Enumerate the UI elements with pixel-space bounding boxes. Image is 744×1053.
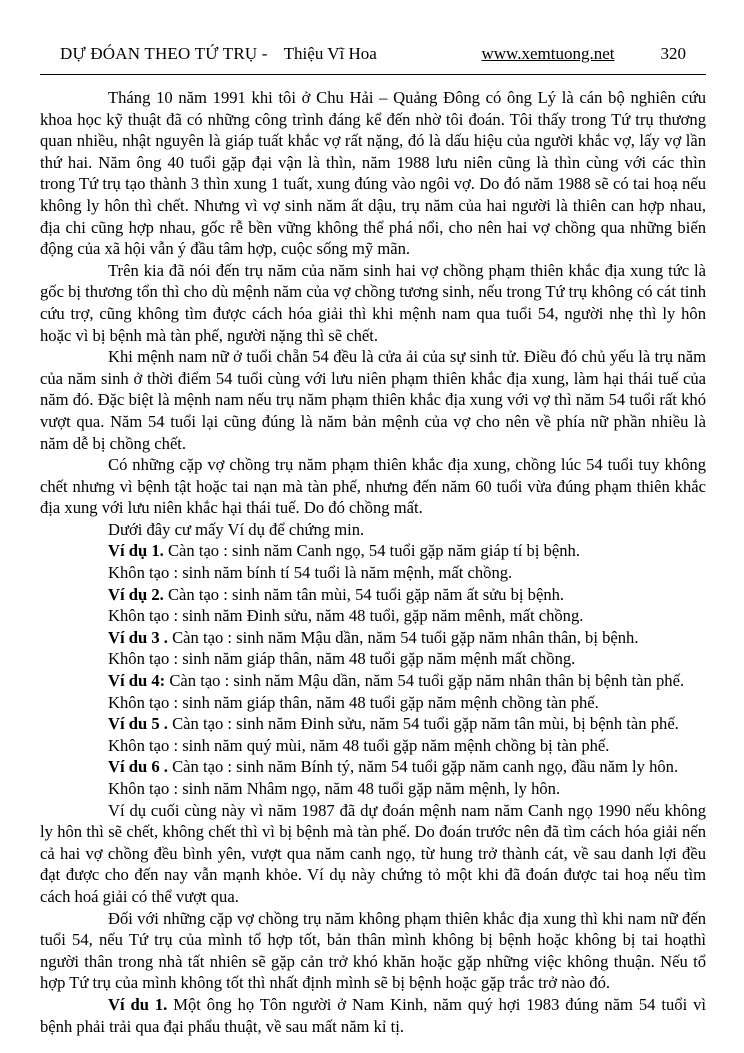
example-paragraph: Ví dụ 2. Càn tạo : sinh năm tân mùi, 54 tuổi gặp năm ất sửu bị bệnh. [108, 584, 565, 604]
paragraph: Khôn tạo : sinh năm Nhâm ngọ, năm 48 tuổi gặp năm mệnh, ly hôn. [108, 779, 561, 798]
content [40, 87, 706, 1037]
header-divider [40, 74, 706, 75]
paragraph: Khôn tạo : sinh năm giáp thân, năm 48 tuổi gặp năm mệnh mất chồng. [108, 649, 576, 669]
example-paragraph: Ví du 5 . Càn tạo : sinh năm Đinh sửu, năm 54 tuổi gặp năm tân mùi, bị bệnh tàn phế. [108, 714, 679, 734]
page-number: 320 [660, 44, 686, 63]
paragraph: Khôn tạo : sinh năm Đinh sửu, năm 48 tuổi, gặp năm mênh, mất chồng. [108, 606, 584, 626]
example-paragraph: Ví du 6 . Càn tạo : sinh năm Bính tý, năm 54 tuổi gặp năm canh ngọ, đầu năm ly hôn. [108, 757, 679, 777]
example-label: Ví dụ 1. [108, 541, 168, 561]
example-paragraph: Ví dụ 1. Càn tạo : sinh năm Canh ngọ, 54 tuổi gặp năm giáp tí bị bệnh. [108, 541, 580, 561]
example-paragraph: Ví du 1. Một ông họ Tôn người ở Nam Kinh, năm quý hợi 1983 đúng năm 54 tuổi vì bệnh phải trải qua đại phẩu thuật, về sau mất năm kỉ tị. [40, 994, 706, 1036]
paragraph: Trên kia đã nói đến trụ năm của năm sinh hai vợ chồng phạm thiên khắc địa xung tức là gốc bị thương tổn thì cho dù mệnh năm của vợ chồng tương sinh, nếu trong Tứ trụ không có cát tinh cứu trợ, cũng không tìm được cách hóa giải thì khi mệnh nam qua tuổi 54, người nhẹ thì ly hôn hoặc vì bị bệnh mà tàn phế, người nặng thì sẽ chết. [40, 260, 706, 345]
paragraph: Ví dụ cuối cùng này vì năm 1987 đã dự đoán mệnh nam năm Canh ngọ 1990 nếu không ly hôn thì sẽ chết, không chết thì vì bị bệnh mà tàn phế. Do đoán trước nên đã tìm cách hóa giải nến cả hai vợ chồng đều bình yên, vượt qua năm canh ngọ, từ hung trở thành cát, về sau danh lợi đều đạt được cho đến nay vẫn mạnh khỏe. Ví dụ này chứng tỏ một khi đã đoán được tai hoạ nếu tìm cách hoá giải có thể vượt qua. [40, 800, 706, 906]
example-label: Ví du 4: [108, 671, 170, 691]
example-label: Ví du 3 . [108, 627, 173, 647]
example-label: Ví du 1. [108, 994, 174, 1014]
book-title: DỰ ĐÓAN THEO TỨ TRỤ - [60, 44, 268, 63]
author-name: Thiệu Vĩ Hoa [283, 44, 377, 63]
paragraph: Có những cặp vợ chồng trụ năm phạm thiên khắc địa xung, chồng lúc 54 tuổi tuy không chết nhưng vì bệnh tật hoặc tai nạn mà tàn phế, nhưng đến năm 60 tuổi vừa đúng phạm thiên khắc địa xung với lưu niên khắc hại thái tuế. Do đó chồng mất. [40, 455, 706, 518]
page-header [0, 0, 744, 74]
paragraph: Dưới đây cư mấy Ví dụ để chứng min. [108, 519, 365, 539]
paragraph: Khôn tạo : sinh năm quý mùi, năm 48 tuổi gặp năm mệnh chồng bị tàn phế. [108, 735, 610, 755]
example-label: Ví du 6 . [108, 757, 173, 777]
paragraph: Khôn tạo : sinh năm giáp thân, năm 48 tuổi gặp năm mệnh chồng tàn phế. [108, 692, 599, 712]
example-paragraph: Ví du 4: Càn tạo : sinh năm Mậu dần, năm 54 tuổi gặp năm nhân thân bị bệnh tàn phế. [108, 671, 685, 691]
example-label: Ví du 5 . [108, 714, 173, 734]
paragraph: Tháng 10 năm 1991 khi tôi ở Chu Hải – Quảng Đông có ông Lý là cán bộ nghiên cứu khoa học kỹ thuật đã có những công trình đáng kể đến nhờ tôi đoán. Tôi thấy trong Tứ trụ thương quan nhiều, nhật nguyên là giáp tuất khắc vợ rất nặng, đó là dấu hiệu của người khắc vợ, lấy vợ lần thứ hai. Năm ông 40 tuổi gặp đại vận là thìn, năm 1988 lưu niên cũng là thìn cùng với các thìn trong Tứ trụ tạo thành 3 thìn xung 1 tuất, xung đúng vào ngôi vợ. Do đó năm 1988 sẽ có tai hoạ nếu không ly hôn thì chết. Nhưng vì vợ sinh năm ất dậu, trụ năm của hai người là thiên can hợp nhau, địa chi cũng hợp nhau, gốc rễ bền vững không thể phá nổi, cho nên hai vợ chồng qua những biến động của xã hội vẫn ý đầu tâm hợp, cuộc sống mỹ mãn. [40, 88, 706, 259]
paragraph: Khi mệnh nam nữ ở tuổi chẵn 54 đều là cửa ải của sự sinh tử. Điều đó chủ yếu là trụ năm của năm sinh ở thời điểm 54 tuổi cùng với lưu niên phạm thiên khắc địa xung, làm hại thái tuế của năm đó. Đặc biệt là mệnh nam nếu trụ năm phạm thiên khắc địa xung với vợ thì năm 54 tuổi rất khó vượt qua. Năm 54 tuổi lại cũng đúng là năm bản mệnh của vợ cho nên về phía nữ phần nhiều là năm dễ bị chồng chết. [40, 347, 706, 453]
paragraph: Đối với những cặp vợ chồng trụ năm không phạm thiên khắc địa xung thì khi nam nữ đến tuổi 54, nếu Tứ trụ của mình tổ hợp tốt, bản thân mình không bị bệnh hoặc không bị tai hoạthì người thân trong nhà tất nhiên sẽ gặp cản trở khó khăn hoặc gặp những việc không thuận. Nếu tổ hợp Tứ trụ của mình không tốt thì nhất định mình sẽ bị bệnh hoặc gặp trắc trở nào đó. [40, 908, 706, 993]
example-paragraph: Ví du 3 . Càn tạo : sinh năm Mậu dần, năm 54 tuổi gặp năm nhân thân, bị bệnh. [108, 627, 639, 647]
paragraph: Khôn tạo : sinh năm bính tí 54 tuổi là năm mệnh, mất chồng. [108, 563, 513, 583]
example-label: Ví dụ 2. [108, 584, 168, 604]
website-link[interactable]: www.xemtuong.net [481, 44, 615, 63]
